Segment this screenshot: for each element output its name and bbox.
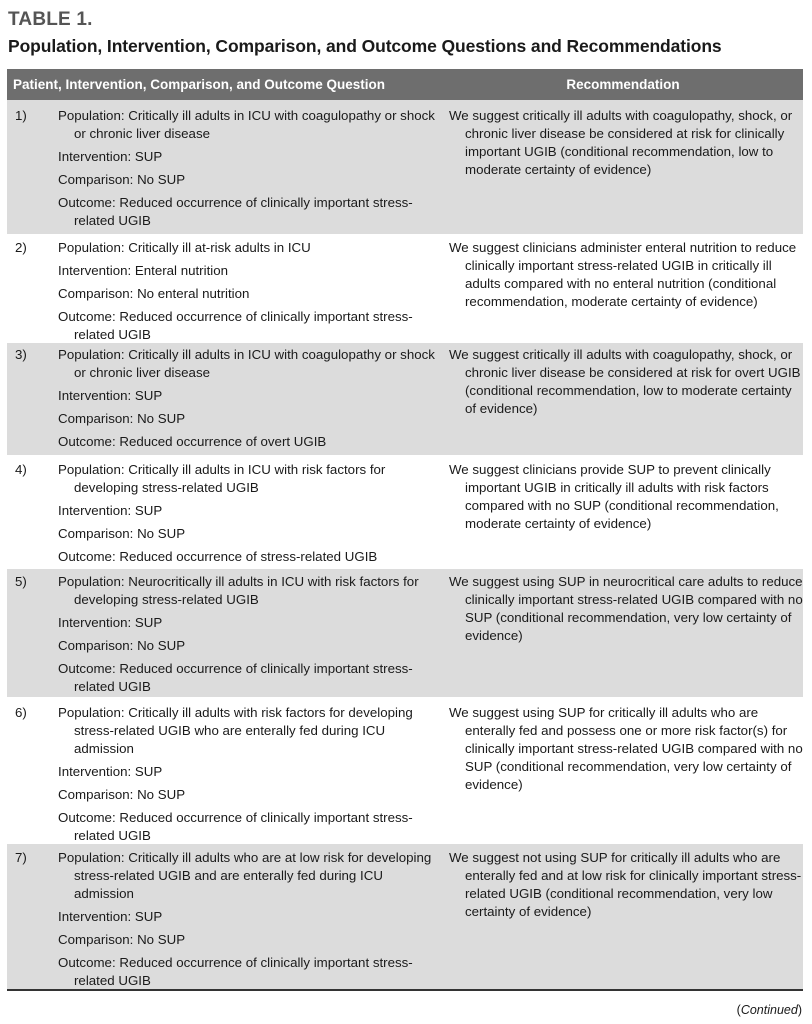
recommendation-cell [443,844,803,989]
row-number: 7) [15,850,27,865]
recommendation-text: We suggest not using SUP for critically ill adults who are enterally fed and at low risk for clinically important stress-related UGIB (conditional recommendation, very low certainty of evidence) [449,850,802,919]
outcome-text: Outcome: Reduced occurrence of clinically important stress-related UGIB [58,661,413,694]
table-row [7,457,803,567]
comparison-text: Comparison: No SUP [58,172,186,187]
recommendations-table [7,69,803,991]
intervention-text: Intervention: SUP [58,503,163,518]
table-row [7,569,803,697]
recommendation-text: We suggest critically ill adults with coagulopathy, shock, or chronic liver disease be considered at risk for clinically important UGIB (conditional recommendation, low to moderate certainty of evidence) [449,108,793,177]
population-text: Population: Critically ill adults with risk factors for developing stress-related UGIB who are enterally fed during ICU admission [58,705,413,756]
recommendation-text: We suggest using SUP in neurocritical care adults to reduce clinically important stress-related UGIB compared with no SUP (conditional recommendation, very low certainty of evidence) [449,574,803,643]
row-number: 1) [15,108,27,123]
recommendation-text: We suggest clinicians administer enteral nutrition to reduce clinically important stress-related UGIB in critically ill adults compared with no enteral nutrition (conditional recommendation, moderate certainty of evidence) [449,240,797,309]
comparison-text: Comparison: No SUP [58,526,186,541]
intervention-text: Intervention: SUP [58,909,163,924]
outcome-text: Outcome: Reduced occurrence of stress-related UGIB [58,549,378,564]
recommendation-cell [443,100,803,234]
recommendation-cell [443,699,803,842]
comparison-text: Comparison: No SUP [58,787,186,802]
question-cell [58,569,443,697]
recommendation-cell [443,236,803,341]
recommendation-cell [443,343,803,455]
table-row [7,100,803,234]
table-header [7,69,803,100]
table-label: TABLE 1. [8,9,93,30]
recommendation-cell [443,457,803,567]
header-question: Patient, Intervention, Comparison, and Outcome Question [13,77,386,92]
intervention-text: Intervention: SUP [58,149,163,164]
population-text: Population: Critically ill adults in ICU with risk factors for developing stress-related UGIB [58,462,386,495]
table-row [7,844,803,989]
comparison-text: Comparison: No SUP [58,932,186,947]
intervention-text: Intervention: SUP [58,388,163,403]
intervention-text: Intervention: SUP [58,764,163,779]
header-recommendation: Recommendation [566,77,680,92]
outcome-text: Outcome: Reduced occurrence of overt UGIB [58,434,327,449]
continued-note: (Continued) [736,1003,802,1017]
recommendation-cell [443,569,803,697]
comparison-text: Comparison: No SUP [58,638,186,653]
comparison-text: Comparison: No enteral nutrition [58,286,250,301]
row-number: 4) [15,462,27,477]
question-cell [58,457,443,567]
population-text: Population: Critically ill adults in ICU with coagulopathy or shock or chronic liver disease [58,108,435,141]
intervention-text: Intervention: Enteral nutrition [58,263,229,278]
table-row [7,236,803,341]
row-number: 2) [15,240,27,255]
population-text: Population: Critically ill adults in ICU with coagulopathy or shock or chronic liver disease [58,347,435,380]
comparison-text: Comparison: No SUP [58,411,186,426]
outcome-text: Outcome: Reduced occurrence of clinically important stress-related UGIB [58,810,413,843]
question-cell [58,699,443,842]
question-cell [58,236,443,341]
population-text: Population: Neurocritically ill adults in ICU with risk factors for developing stress-related UGIB [58,574,419,607]
outcome-text: Outcome: Reduced occurrence of clinically important stress-related UGIB [58,955,413,988]
question-cell [58,100,443,234]
row-number: 5) [15,574,27,589]
table-row [7,699,803,842]
recommendation-text: We suggest clinicians provide SUP to prevent clinically important UGIB in critically ill adults with risk factors compared with no SUP (conditional recommendation, moderate certainty of evidence) [449,462,779,531]
table-title: Population, Intervention, Comparison, and Outcome Questions and Recommendations [8,36,722,56]
recommendation-text: We suggest critically ill adults with coagulopathy, shock, or chronic liver disease be considered at risk for overt UGIB (conditional recommendation, low to moderate certainty of evidence) [449,347,801,416]
question-cell [58,343,443,455]
outcome-text: Outcome: Reduced occurrence of clinically important stress-related UGIB [58,309,413,342]
table-row [7,343,803,455]
recommendation-text: We suggest using SUP for critically ill adults who are enterally fed and possess one or more risk factor(s) for clinically important stress-related UGIB compared with no SUP (conditional recommendation, very low certainty of evidence) [449,705,803,792]
question-cell [58,844,443,989]
row-number: 6) [15,705,27,720]
outcome-text: Outcome: Reduced occurrence of clinically important stress-related UGIB [58,195,413,228]
continued-text: Continued [740,1003,798,1017]
population-text: Population: Critically ill at-risk adults in ICU [58,240,311,255]
population-text: Population: Critically ill adults who are at low risk for developing stress-related UGIB and are enterally fed during ICU admission [58,850,432,901]
intervention-text: Intervention: SUP [58,615,163,630]
row-number: 3) [15,347,27,362]
